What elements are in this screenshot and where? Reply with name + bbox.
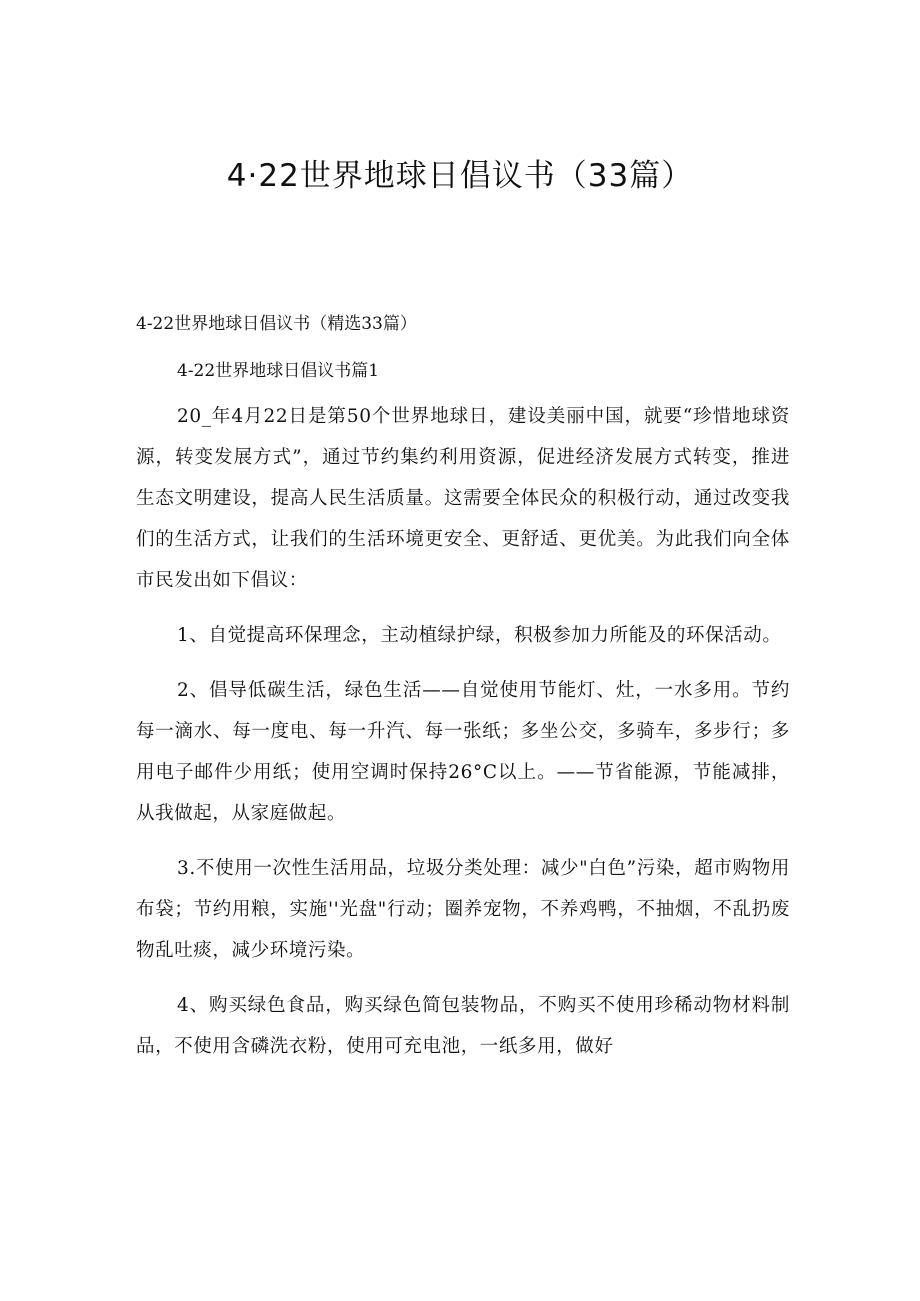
- paragraph-intro: 20_年4月22日是第50个世界地球日，建设美丽中国，就要“珍惜地球资源，转变发展方式”，通过节约集约利用资源，促进经济发展方式转变，推进生态文明建设，提高人民生活质量。这需要全体民众的积极行动，通过改变我们的生活方式，让我们的生活环境更安全、更舒适、更优美。为此我们向全体市民发出如下倡议：: [136, 406, 790, 591]
- paragraph-item-2: 2、倡导低碳生活，绿色生活——自觉使用节能灯、灶，一水多用。节约每一滴水、每一度电、每一升汽、每一张纸；多坐公交，多骑车，多步行；多用电子邮件少用纸；使用空调时保持26°C以上。——节省能源，节能减排，从我做起，从家庭做起。: [136, 680, 790, 824]
- document-subtitle: 4-22世界地球日倡议书（精选33篇）: [136, 314, 417, 334]
- paragraph-item-3: 3.不使用一次性生活用品，垃圾分类处理：减少"白色”污染，超市购物用布袋；节约用粮，实施''光盘"行动；圈养宠物，不养鸡鸭，不抽烟，不乱扔废物乱吐痰，减少环境污染。: [136, 858, 790, 961]
- section-heading: 4-22世界地球日倡议书篇1: [177, 361, 380, 381]
- paragraph-item-4: 4、购买绿色食品，购买绿色简包装物品，不购买不使用珍稀动物材料制品，不使用含磷洗衣粉，使用可充电池，一纸多用，做好: [136, 995, 790, 1057]
- paragraph-item-1: 1、自觉提高环保理念，主动植绿护绿，积极参加力所能及的环保活动。: [177, 625, 782, 646]
- document-body: [136, 396, 790, 1081]
- document-title: 4·22世界地球日倡议书（33篇）: [226, 158, 694, 194]
